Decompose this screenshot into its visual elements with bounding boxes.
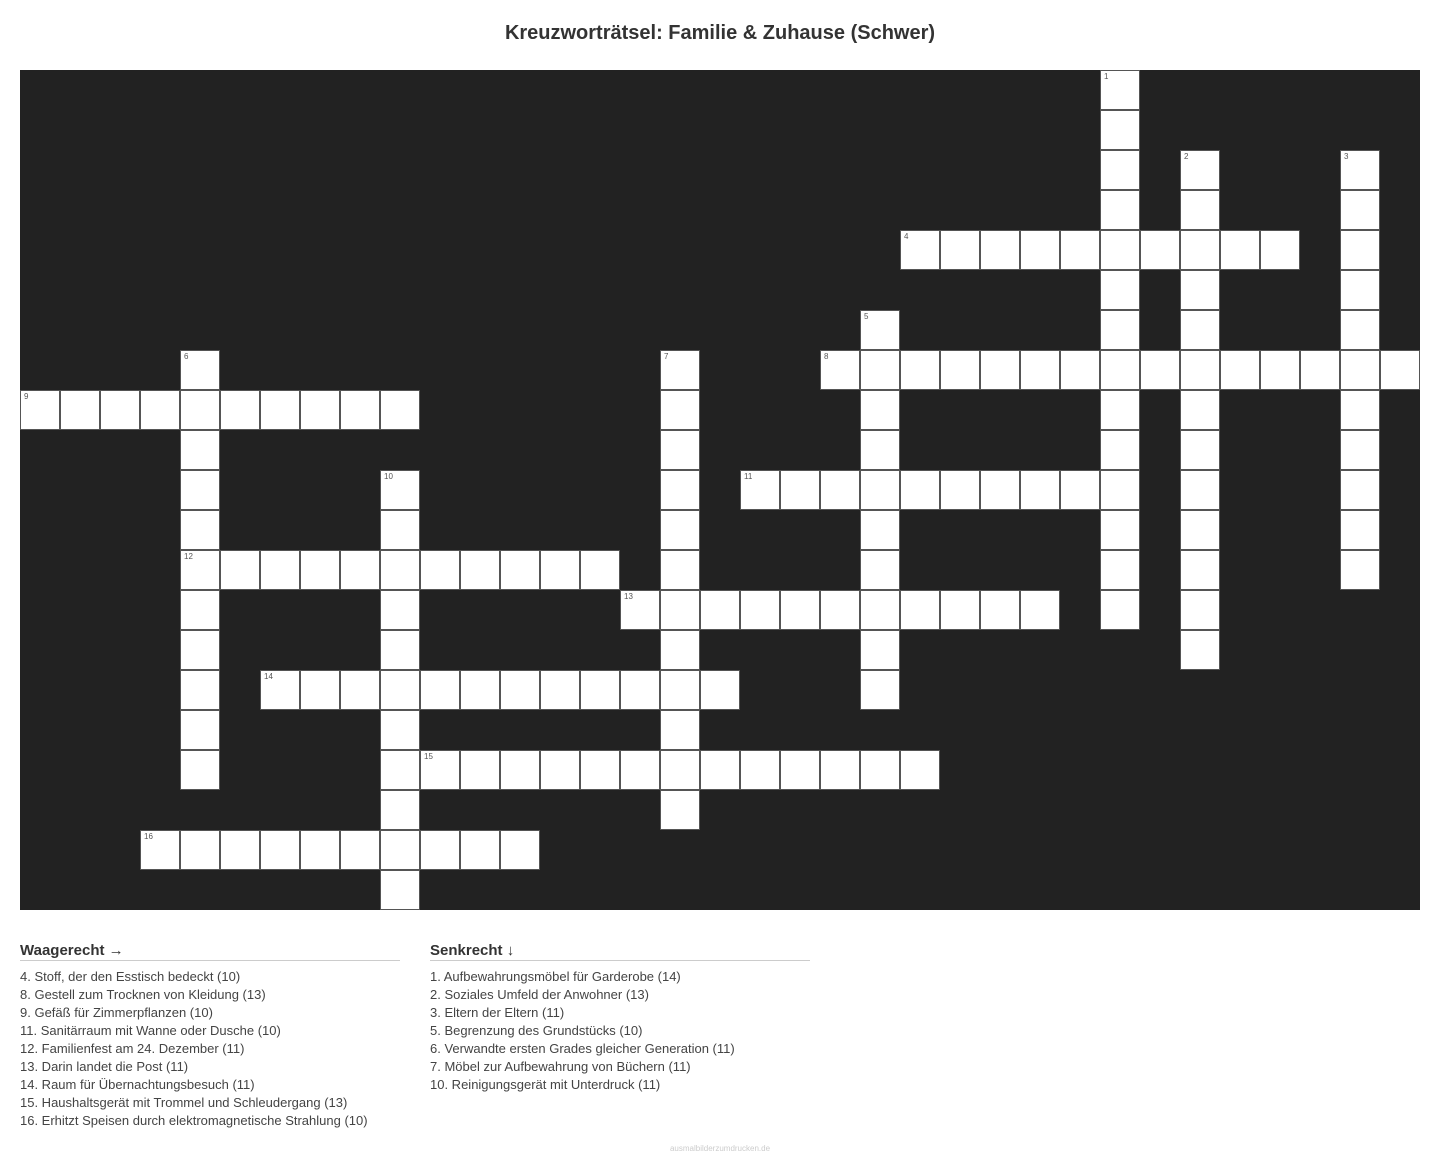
clue-number: 6	[184, 352, 189, 361]
clue-number: 8	[824, 352, 829, 361]
crossword-cell[interactable]	[1180, 590, 1220, 630]
crossword-cell[interactable]	[500, 550, 540, 590]
crossword-cell[interactable]	[340, 830, 380, 870]
clue-down-item: 6. Verwandte ersten Grades gleicher Generation (11)	[430, 1041, 735, 1056]
crossword-cell[interactable]	[860, 390, 900, 430]
crossword-cell[interactable]	[660, 750, 700, 790]
crossword-cell[interactable]	[900, 750, 940, 790]
footer-source: ausmalbilderzumdrucken.de	[669, 1144, 771, 1153]
crossword-cell[interactable]	[1060, 350, 1100, 390]
crossword-cell[interactable]	[1100, 550, 1140, 590]
crossword-cell[interactable]	[380, 470, 420, 510]
crossword-cell[interactable]	[1300, 350, 1340, 390]
crossword-cell[interactable]	[860, 430, 900, 470]
crossword-cell[interactable]	[180, 830, 220, 870]
crossword-cell[interactable]	[180, 550, 220, 590]
crossword-cell[interactable]	[860, 750, 900, 790]
crossword-cell[interactable]	[1340, 150, 1380, 190]
crossword-cell[interactable]	[1220, 350, 1260, 390]
clue-number: 4	[904, 232, 909, 241]
crossword-cell[interactable]	[1340, 230, 1380, 270]
crossword-cell[interactable]	[900, 470, 940, 510]
clues-down-list	[430, 968, 810, 1094]
clue-number: 13	[624, 592, 633, 601]
crossword-cell[interactable]	[380, 390, 420, 430]
crossword-cell[interactable]	[940, 590, 980, 630]
crossword-cell[interactable]	[1180, 630, 1220, 670]
crossword-cell[interactable]	[740, 750, 780, 790]
crossword-cell[interactable]	[1100, 70, 1140, 110]
crossword-cell[interactable]	[1100, 110, 1140, 150]
crossword-cell[interactable]	[1340, 190, 1380, 230]
crossword-cell[interactable]	[1180, 150, 1220, 190]
clue-across-item: 13. Darin landet die Post (11)	[20, 1059, 189, 1074]
crossword-cell[interactable]	[900, 590, 940, 630]
clue-number: 7	[664, 352, 669, 361]
crossword-cell[interactable]	[380, 830, 420, 870]
crossword-cell[interactable]	[380, 510, 420, 550]
clue-number: 12	[184, 552, 193, 561]
clue-across-item: 9. Gefäß für Zimmerpflanzen (10)	[20, 1005, 213, 1020]
crossword-cell[interactable]	[1180, 230, 1220, 270]
page-title: Kreuzworträtsel: Familie & Zuhause (Schwer)	[504, 22, 936, 44]
crossword-cell[interactable]	[1020, 590, 1060, 630]
crossword-cell[interactable]	[1180, 310, 1220, 350]
crossword-cell[interactable]	[940, 230, 980, 270]
crossword-cell[interactable]	[1380, 350, 1420, 390]
clue-down-item: 3. Eltern der Eltern (11)	[430, 1005, 565, 1020]
clues-across-section	[20, 942, 400, 1130]
crossword-cell[interactable]	[380, 870, 420, 910]
crossword-cell[interactable]	[860, 510, 900, 550]
crossword-cell[interactable]	[860, 350, 900, 390]
crossword-cell[interactable]	[860, 550, 900, 590]
crossword-cell[interactable]	[540, 750, 580, 790]
clue-number: 3	[1344, 152, 1349, 161]
crossword-cell[interactable]	[460, 550, 500, 590]
crossword-cell[interactable]	[940, 470, 980, 510]
crossword-cell[interactable]	[1180, 390, 1220, 430]
crossword-cell[interactable]	[1100, 310, 1140, 350]
crossword-cell[interactable]	[980, 350, 1020, 390]
crossword-cell[interactable]	[940, 350, 980, 390]
crossword-cell[interactable]	[300, 390, 340, 430]
crossword-cell[interactable]	[820, 590, 860, 630]
clue-number: 5	[864, 312, 869, 321]
clue-across-item: 11. Sanitärraum mit Wanne oder Dusche (10)	[20, 1023, 281, 1038]
clue-across-item: 8. Gestell zum Trocknen von Kleidung (13)	[20, 987, 266, 1002]
crossword-cell[interactable]	[1100, 510, 1140, 550]
crossword-cell[interactable]	[500, 830, 540, 870]
clue-down-item: 1. Aufbewahrungsmöbel für Garderobe (14)	[430, 969, 681, 984]
clue-down-item: 2. Soziales Umfeld der Anwohner (13)	[430, 987, 649, 1002]
crossword-cell[interactable]	[380, 790, 420, 830]
crossword-cell[interactable]	[580, 550, 620, 590]
crossword-cell[interactable]	[260, 550, 300, 590]
crossword-cell[interactable]	[1260, 230, 1300, 270]
crossword-cell[interactable]	[860, 310, 900, 350]
clues-down-section	[430, 942, 810, 1094]
crossword-cell[interactable]	[140, 830, 180, 870]
crossword-cell[interactable]	[1340, 470, 1380, 510]
clues-across-heading: Waagerecht →	[20, 942, 400, 961]
crossword-cell[interactable]	[180, 430, 220, 470]
crossword-cell[interactable]	[1220, 230, 1260, 270]
crossword-cell[interactable]	[260, 390, 300, 430]
crossword-cell[interactable]	[820, 350, 860, 390]
crossword-cell[interactable]	[500, 670, 540, 710]
crossword-cell[interactable]	[1260, 350, 1300, 390]
clue-number: 15	[424, 752, 433, 761]
crossword-cell[interactable]	[380, 750, 420, 790]
clue-across-item: 4. Stoff, der den Esstisch bedeckt (10)	[20, 969, 241, 984]
crossword-cell[interactable]	[1100, 590, 1140, 630]
crossword-cell[interactable]	[1100, 350, 1140, 390]
crossword-cell[interactable]	[380, 670, 420, 710]
crossword-cell[interactable]	[460, 830, 500, 870]
crossword-cell[interactable]	[660, 350, 700, 390]
crossword-cell[interactable]	[340, 550, 380, 590]
crossword-cell[interactable]	[660, 790, 700, 830]
crossword-grid	[20, 70, 1420, 910]
clue-down-item: 5. Begrenzung des Grundstücks (10)	[430, 1023, 643, 1038]
crossword-cell[interactable]	[740, 470, 780, 510]
crossword-cell[interactable]	[180, 670, 220, 710]
crossword-cell[interactable]	[260, 830, 300, 870]
crossword-cell[interactable]	[1180, 510, 1220, 550]
crossword-cell[interactable]	[700, 590, 740, 630]
crossword-cell[interactable]	[620, 670, 660, 710]
crossword-cell[interactable]	[300, 830, 340, 870]
crossword-cell[interactable]	[660, 590, 700, 630]
crossword-cell[interactable]	[780, 470, 820, 510]
clue-number: 14	[264, 672, 273, 681]
crossword-cell[interactable]	[180, 710, 220, 750]
clue-down-item: 10. Reinigungsgerät mit Unterdruck (11)	[430, 1077, 661, 1092]
crossword-cell[interactable]	[980, 470, 1020, 510]
crossword-cell[interactable]	[140, 390, 180, 430]
crossword-cell[interactable]	[1020, 350, 1060, 390]
crossword-cell[interactable]	[1180, 190, 1220, 230]
crossword-cell[interactable]	[780, 750, 820, 790]
clue-down-item: 7. Möbel zur Aufbewahrung von Büchern (11)	[430, 1059, 691, 1074]
clue-across-item: 14. Raum für Übernachtungsbesuch (11)	[20, 1077, 255, 1092]
crossword-cell[interactable]	[1100, 230, 1140, 270]
crossword-cell[interactable]	[660, 710, 700, 750]
crossword-cell[interactable]	[980, 590, 1020, 630]
crossword-cell[interactable]	[180, 630, 220, 670]
crossword-cell[interactable]	[420, 550, 460, 590]
crossword-cell[interactable]	[1100, 470, 1140, 510]
crossword-cell[interactable]	[1060, 230, 1100, 270]
crossword-cell[interactable]	[460, 670, 500, 710]
crossword-cell[interactable]	[420, 750, 460, 790]
crossword-cell[interactable]	[1180, 270, 1220, 310]
crossword-cell[interactable]	[820, 470, 860, 510]
crossword-cell[interactable]	[1140, 350, 1180, 390]
crossword-cell[interactable]	[180, 350, 220, 390]
crossword-cell[interactable]	[1180, 430, 1220, 470]
crossword-cell[interactable]	[60, 390, 100, 430]
crossword-cell[interactable]	[1340, 550, 1380, 590]
crossword-cell[interactable]	[980, 230, 1020, 270]
crossword-cell[interactable]	[420, 670, 460, 710]
crossword-cell[interactable]	[340, 670, 380, 710]
clue-number: 11	[744, 472, 753, 481]
clues-across-list	[20, 968, 400, 1130]
crossword-cell[interactable]	[660, 510, 700, 550]
crossword-cell[interactable]	[380, 630, 420, 670]
crossword-cell[interactable]	[1180, 550, 1220, 590]
crossword-cell[interactable]	[580, 670, 620, 710]
clue-number: 2	[1184, 152, 1189, 161]
crossword-cell[interactable]	[420, 830, 460, 870]
clue-number: 1	[1104, 72, 1109, 81]
crossword-cell[interactable]	[180, 750, 220, 790]
crossword-cell[interactable]	[1340, 270, 1380, 310]
clue-number: 9	[24, 392, 29, 401]
crossword-cell[interactable]	[1100, 430, 1140, 470]
crossword-cell[interactable]	[860, 670, 900, 710]
crossword-cell[interactable]	[180, 390, 220, 430]
crossword-cell[interactable]	[380, 590, 420, 630]
crossword-cell[interactable]	[1140, 230, 1180, 270]
crossword-cell[interactable]	[540, 670, 580, 710]
crossword-cell[interactable]	[500, 750, 540, 790]
crossword-cell[interactable]	[620, 590, 660, 630]
crossword-cell[interactable]	[900, 350, 940, 390]
crossword-cell[interactable]	[1340, 430, 1380, 470]
crossword-cell[interactable]	[1340, 350, 1380, 390]
crossword-cell[interactable]	[1020, 230, 1060, 270]
crossword-cell[interactable]	[1100, 270, 1140, 310]
crossword-cell[interactable]	[660, 670, 700, 710]
crossword-cell[interactable]	[380, 550, 420, 590]
crossword-cell[interactable]	[1180, 350, 1220, 390]
crossword-cell[interactable]	[260, 670, 300, 710]
crossword-cell[interactable]	[1180, 470, 1220, 510]
crossword-cell[interactable]	[660, 630, 700, 670]
crossword-cell[interactable]	[1100, 150, 1140, 190]
crossword-cell[interactable]	[660, 470, 700, 510]
crossword-cell[interactable]	[660, 550, 700, 590]
crossword-cell[interactable]	[620, 750, 660, 790]
clues-down-heading: Senkrecht ↓	[430, 942, 810, 961]
clue-number: 10	[384, 472, 393, 481]
crossword-cell[interactable]	[220, 390, 260, 430]
crossword-cell[interactable]	[100, 390, 140, 430]
crossword-cell[interactable]	[380, 710, 420, 750]
clue-across-item: 15. Haushaltsgerät mit Trommel und Schleudergang (13)	[20, 1095, 348, 1110]
crossword-cell[interactable]	[220, 830, 260, 870]
crossword-cell[interactable]	[860, 590, 900, 630]
crossword-cell[interactable]	[700, 670, 740, 710]
crossword-cell[interactable]	[700, 750, 740, 790]
crossword-cell[interactable]	[540, 550, 580, 590]
crossword-cell[interactable]	[580, 750, 620, 790]
crossword-cell[interactable]	[300, 670, 340, 710]
crossword-cell[interactable]	[740, 590, 780, 630]
crossword-cell[interactable]	[20, 390, 60, 430]
crossword-cell[interactable]	[180, 590, 220, 630]
crossword-cell[interactable]	[460, 750, 500, 790]
crossword-cell[interactable]	[820, 750, 860, 790]
crossword-cell[interactable]	[900, 230, 940, 270]
crossword-cell[interactable]	[860, 630, 900, 670]
crossword-cell[interactable]	[1340, 390, 1380, 430]
crossword-cell[interactable]	[1060, 470, 1100, 510]
crossword-cell[interactable]	[660, 390, 700, 430]
crossword-cell[interactable]	[1100, 390, 1140, 430]
crossword-cell[interactable]	[1340, 510, 1380, 550]
crossword-cell[interactable]	[1020, 470, 1060, 510]
crossword-cell[interactable]	[340, 390, 380, 430]
crossword-cell[interactable]	[860, 470, 900, 510]
crossword-cell[interactable]	[300, 550, 340, 590]
crossword-cell[interactable]	[180, 470, 220, 510]
crossword-cell[interactable]	[1100, 190, 1140, 230]
crossword-cell[interactable]	[780, 590, 820, 630]
clue-across-item: 12. Familienfest am 24. Dezember (11)	[20, 1041, 245, 1056]
crossword-cell[interactable]	[220, 550, 260, 590]
crossword-cell[interactable]	[1340, 310, 1380, 350]
crossword-cell[interactable]	[180, 510, 220, 550]
crossword-cell[interactable]	[660, 430, 700, 470]
clue-across-item: 16. Erhitzt Speisen durch elektromagnetische Strahlung (10)	[20, 1113, 368, 1128]
clue-number: 16	[144, 832, 153, 841]
